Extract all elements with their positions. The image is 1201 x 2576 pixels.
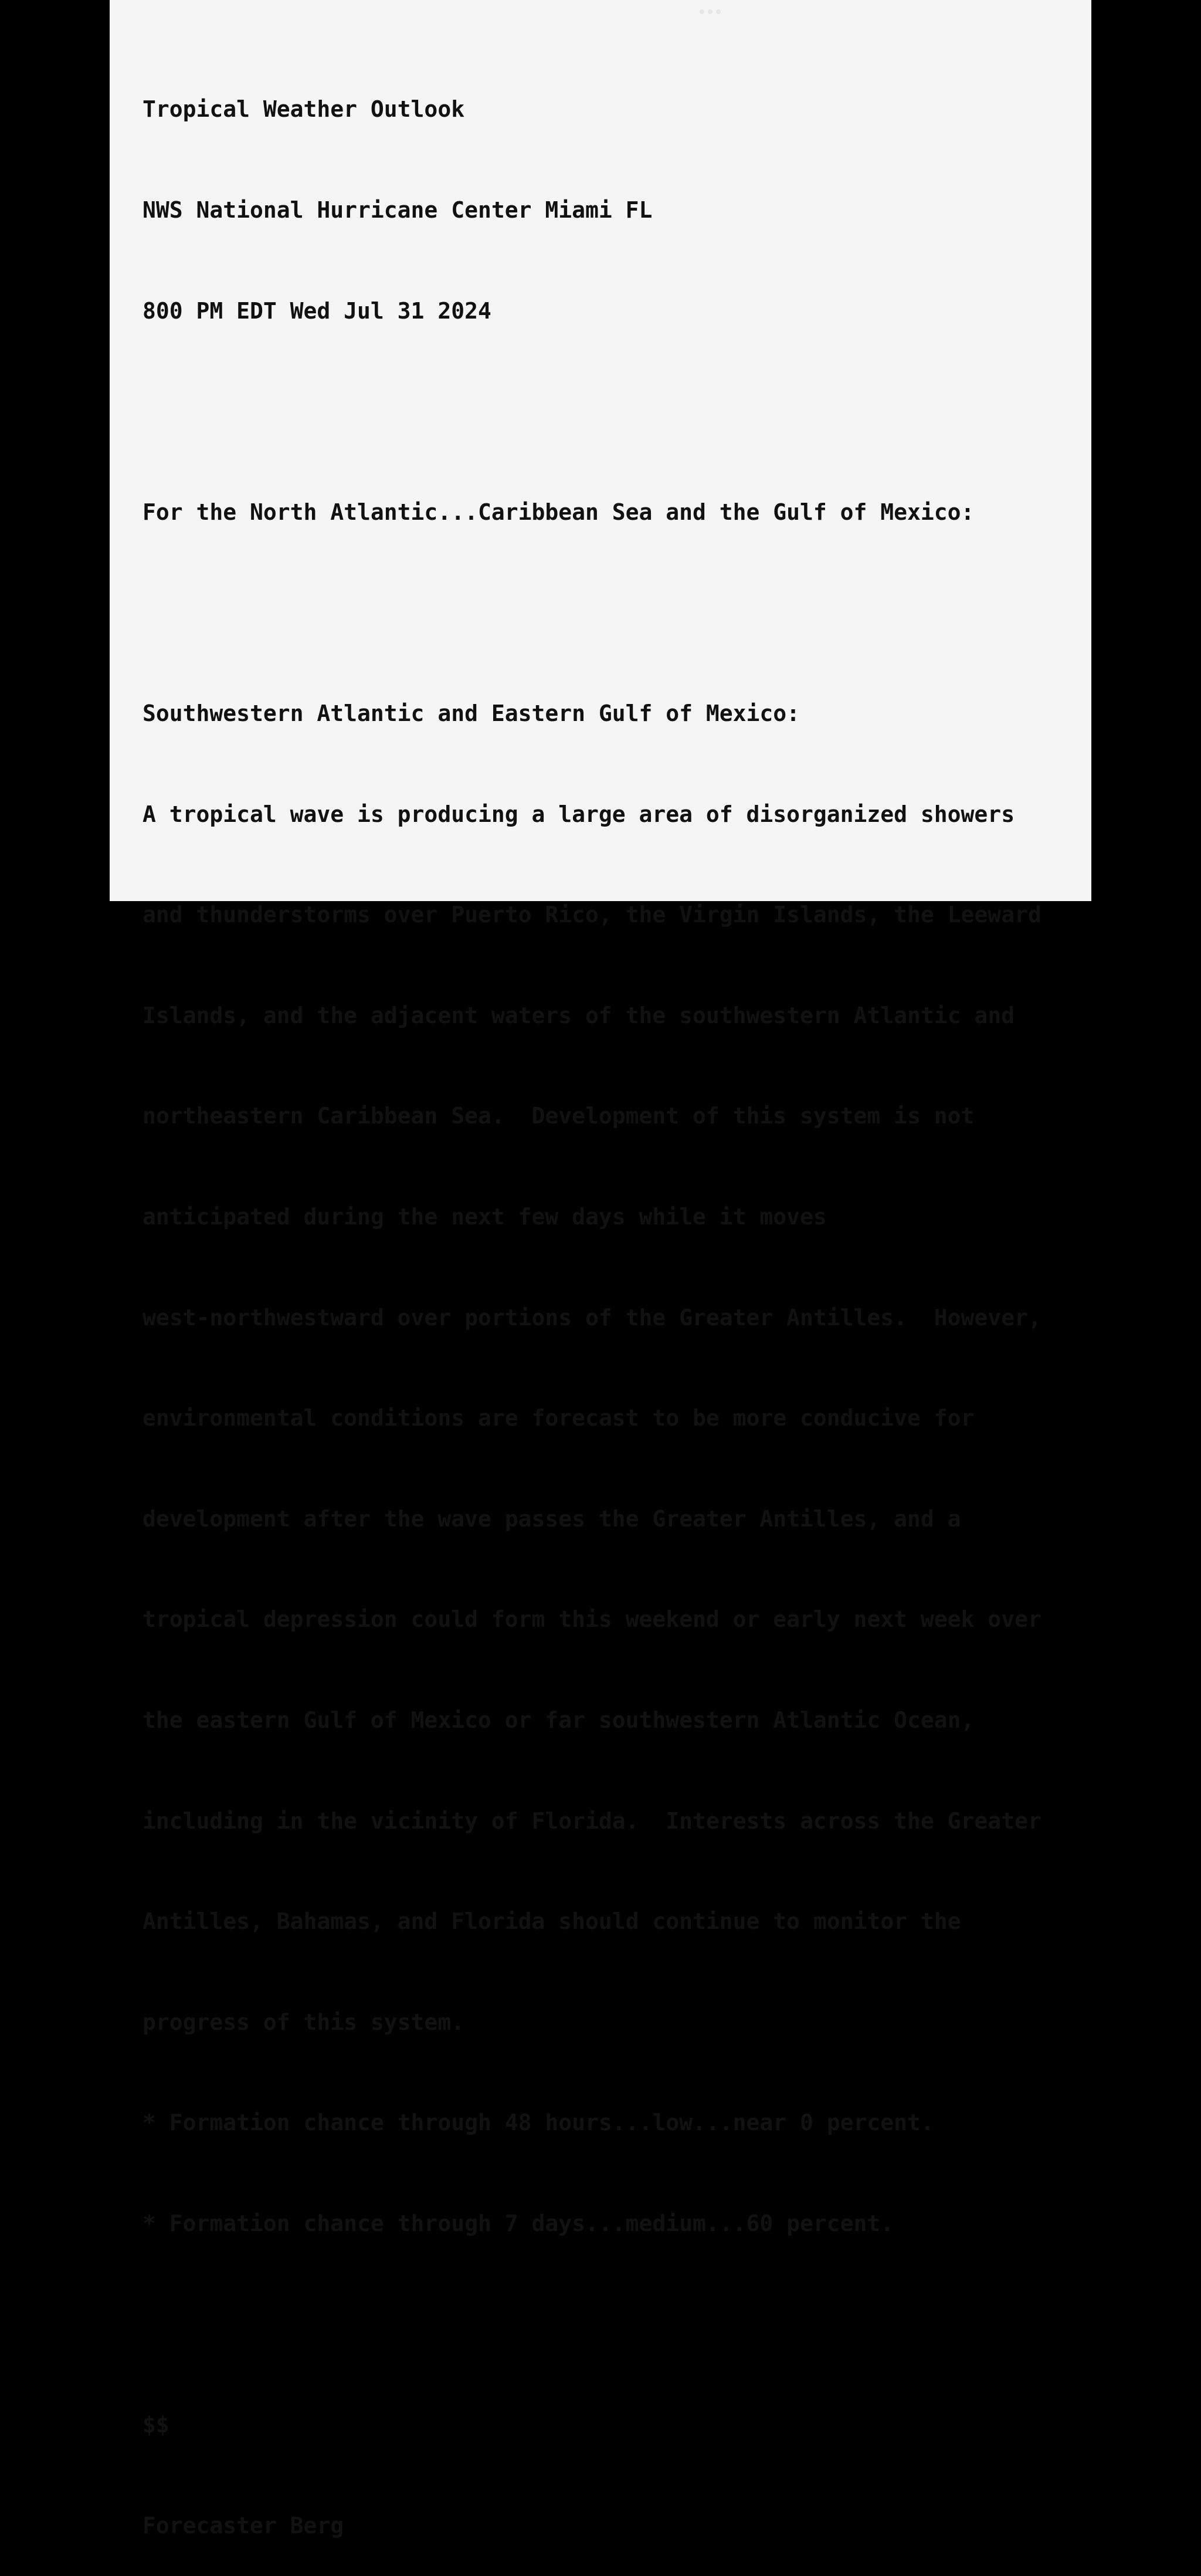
discussion-line: northeastern Caribbean Sea. Development of this system is not — [143, 1103, 975, 1129]
system-heading: Southwestern Atlantic and Eastern Gulf of Mexico: — [143, 700, 800, 726]
discussion-line: tropical depression could form this weekend or early next week over — [143, 1606, 1041, 1633]
drag-handle-icon[interactable] — [698, 9, 722, 14]
formation-chance-48h: * Formation chance through 48 hours...low...near 0 percent. — [143, 2110, 934, 2136]
forecaster-signature: Forecaster Berg — [143, 2512, 344, 2538]
outlook-text — [143, 26, 1041, 2576]
issuing-office: NWS National Hurricane Center Miami FL — [143, 197, 653, 223]
discussion-line: west-northwestward over portions of the Greater Antilles. However, — [143, 1304, 1041, 1331]
discussion-line: development after the wave passes the Greater Antilles, and a — [143, 1505, 961, 1532]
discussion-line: including in the vicinity of Florida. Interests across the Greater — [143, 1807, 1041, 1834]
discussion-line: Islands, and the adjacent waters of the southwestern Atlantic and — [143, 1002, 1015, 1028]
discussion-line: A tropical wave is producing a large area of disorganized showers — [143, 801, 1015, 827]
discussion-line: the eastern Gulf of Mexico or far southwestern Atlantic Ocean, — [143, 1707, 975, 1733]
blank-line — [143, 2307, 1041, 2341]
outlook-title: Tropical Weather Outlook — [143, 96, 465, 123]
discussion-line: and thunderstorms over Puerto Rico, the Virgin Islands, the Leeward — [143, 902, 1041, 928]
discussion-line: Antilles, Bahamas, and Florida should continue to monitor the — [143, 1908, 961, 1935]
discussion-line: progress of this system. — [143, 2009, 465, 2035]
issue-time: 800 PM EDT Wed Jul 31 2024 — [143, 297, 491, 324]
blank-line — [143, 596, 1041, 629]
region-heading: For the North Atlantic...Caribbean Sea and the Gulf of Mexico: — [143, 499, 975, 525]
blank-line — [143, 395, 1041, 428]
discussion-line: environmental conditions are forecast to be more conducive for — [143, 1405, 975, 1431]
discussion-line: anticipated during the next few days while it moves — [143, 1203, 827, 1230]
formation-chance-7d: * Formation chance through 7 days...medium...60 percent. — [143, 2210, 894, 2236]
end-marker: $$ — [143, 2412, 169, 2438]
